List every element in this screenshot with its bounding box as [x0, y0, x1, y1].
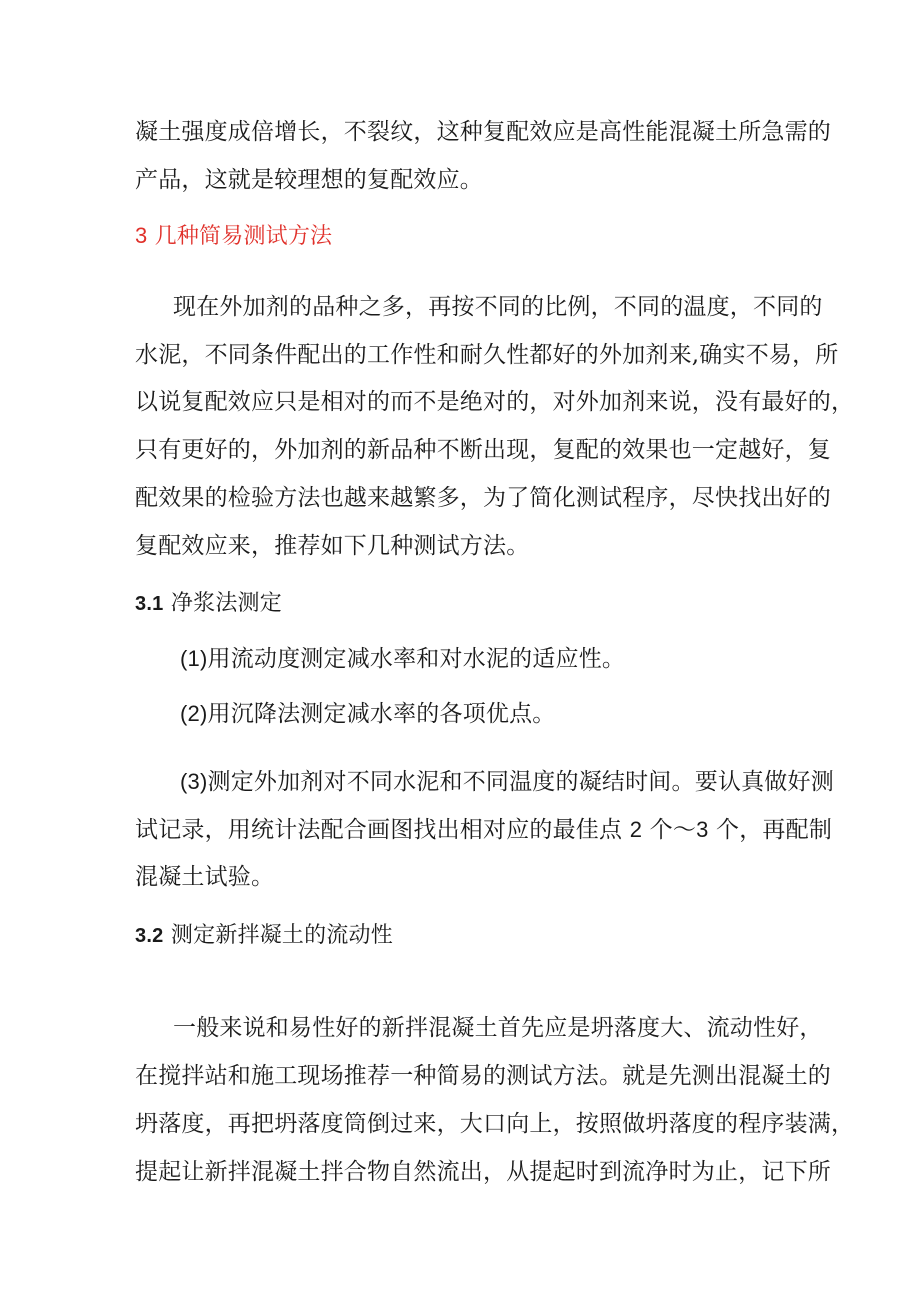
subsection-number: 3.1 [135, 593, 164, 615]
paragraph-line: 在搅拌站和施工现场推荐一种简易的测试方法。就是先测出混凝土的 [135, 1063, 831, 1089]
paragraph-line [135, 815, 833, 845]
text-run: 个～ [649, 817, 697, 843]
list-marker: (2) [180, 701, 208, 726]
paragraph-line: 复配效应来，推荐如下几种测试方法。 [135, 533, 530, 559]
paragraph-line: 以说复配效应只是相对的而不是绝对的，对外加剂来说，没有最好的， [135, 389, 855, 415]
subsection-title: 净浆法测定 [170, 591, 282, 616]
paragraph-line: 提起让新拌混凝土拌合物自然流出，从提起时到流净时为止，记下所 [135, 1159, 831, 1185]
paragraph-line: 一般来说和易性好的新拌混凝土首先应是坍落度大、流动性好， [173, 1015, 823, 1041]
section-heading [135, 221, 795, 252]
list-text: 用流动度测定减水率和对水泥的适应性。 [207, 646, 626, 672]
list-text: 测定外加剂对不同水泥和不同温度的凝结时间。要认真做好测 [207, 769, 834, 795]
list-marker: (3) [180, 769, 208, 794]
number-run: 2 [629, 817, 643, 842]
text-run: 个，再配制 [716, 817, 833, 843]
subsection-title: 测定新拌凝土的流动性 [170, 923, 393, 948]
paragraph-line: 凝土强度成倍增长，不裂纹，这种复配效应是高性能混凝土所急需的 [135, 119, 831, 145]
section-title: 几种简易测试方法 [154, 224, 333, 249]
paragraph-line: 水泥，不同条件配出的工作性和耐久性都好的外加剂来,确实不易，所 [135, 342, 839, 368]
subsection-number: 3.2 [135, 925, 164, 947]
list-item [180, 699, 840, 729]
list-marker: (1) [180, 646, 208, 671]
list-item [180, 644, 840, 674]
paragraph-line: 产品，这就是较理想的复配效应。 [135, 167, 483, 193]
subsection-heading [135, 588, 795, 619]
paragraph-line: 现在外加剂的品种之多，再按不同的比例，不同的温度，不同的 [173, 294, 823, 320]
subsection-heading [135, 920, 795, 951]
list-text: 用沉降法测定减水率的各项优点。 [207, 701, 556, 727]
number-run: 3 [696, 817, 709, 842]
list-item [180, 767, 840, 797]
paragraph-line: 配效果的检验方法也越来越繁多，为了简化测试程序，尽快找出好的 [135, 485, 831, 511]
text-run: 试记录，用统计法配合画图找出相对应的最佳点 [135, 817, 623, 843]
paragraph-line: 只有更好的，外加剂的新品种不断出现，复配的效果也一定越好，复 [135, 437, 831, 463]
section-number: 3 [135, 223, 148, 248]
paragraph-line: 坍落度，再把坍落度筒倒过来，大口向上，按照做坍落度的程序装满， [135, 1111, 855, 1137]
paragraph-line: 混凝土试验。 [135, 864, 275, 890]
